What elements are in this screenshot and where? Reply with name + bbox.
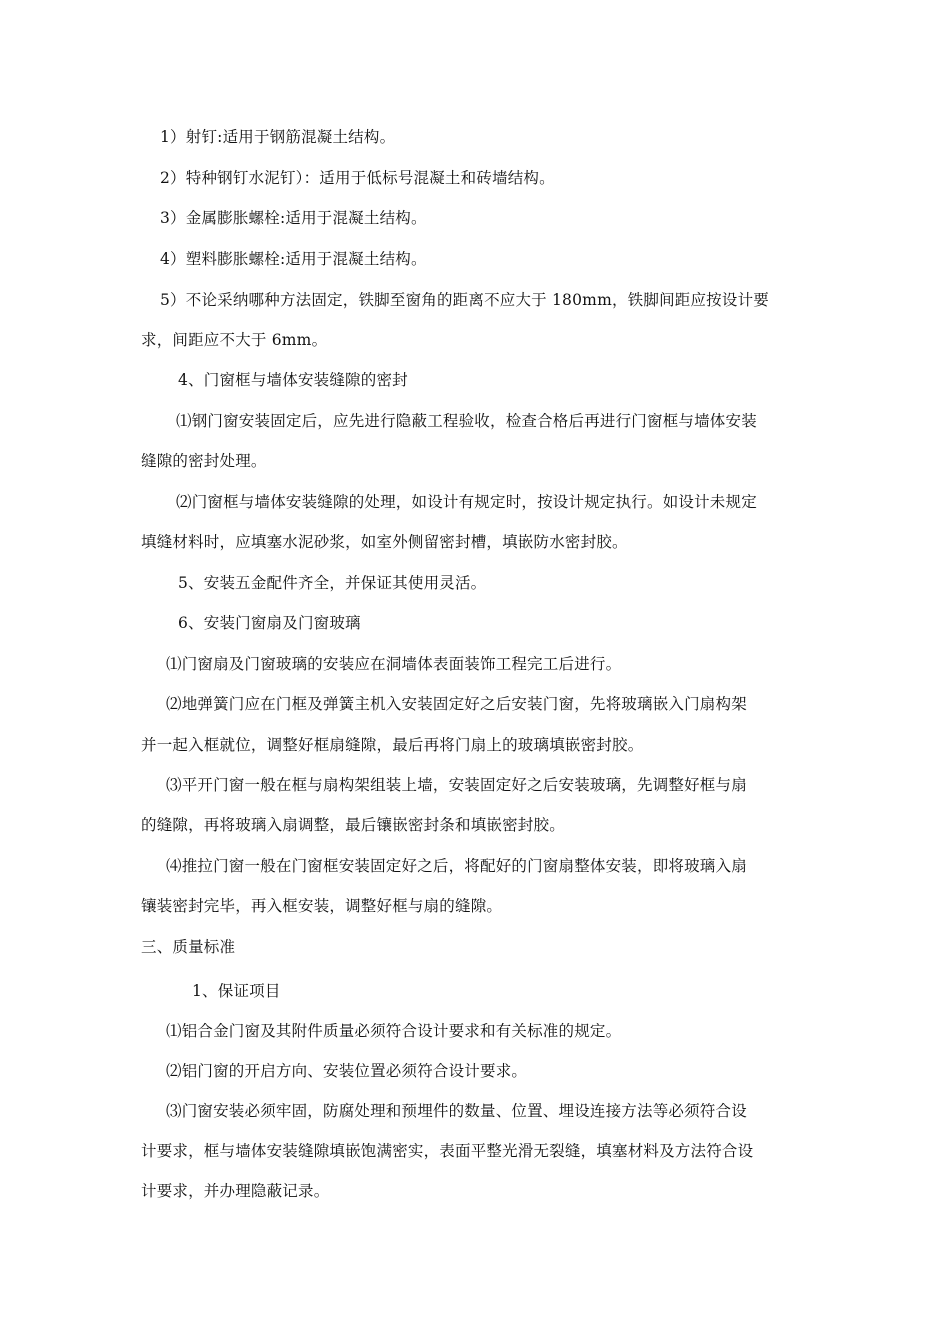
section-heading: 6、安装门窗扇及门窗玻璃 [178, 614, 361, 632]
text-line: 缝隙的密封处理。 [141, 452, 267, 470]
text-line: 2）特种钢钉水泥钉）：适用于低标号混凝土和砖墙结构。 [160, 169, 555, 187]
text-line: 4）塑料膨胀螺栓:适用于混凝土结构。 [160, 250, 427, 268]
text-line: ⑵门窗框与墙体安装缝隙的处理，如设计有规定时，按设计规定执行。如设计未规定 [176, 493, 757, 511]
text-line: ⑶门窗安装必须牢固，防腐处理和预埋件的数量、位置、埋设连接方法等必须符合设 [166, 1102, 747, 1120]
text-line: 计要求，并办理隐蔽记录。 [141, 1182, 330, 1200]
text-line: 3）金属膨胀螺栓:适用于混凝土结构。 [160, 209, 427, 227]
text-line: 并一起入框就位，调整好框扇缝隙，最后再将门扇上的玻璃填嵌密封胶。 [141, 736, 644, 754]
text-line: 5）不论采纳哪种方法固定，铁脚至窗角的距离不应大于 180mm，铁脚间距应按设计要 [160, 291, 769, 309]
text-line: 求，间距应不大于 6mm。 [141, 331, 328, 349]
text-line: 镶装密封完毕，再入框安装，调整好框与扇的缝隙。 [141, 897, 503, 915]
text-line: ⑴门窗扇及门窗玻璃的安装应在洞墙体表面装饰工程完工后进行。 [166, 655, 622, 673]
text-line: ⑶平开门窗一般在框与扇构架组装上墙，安装固定好之后安装玻璃，先调整好框与扇 [166, 776, 747, 794]
text-line: ⑷推拉门窗一般在门窗框安装固定好之后，将配好的门窗扇整体安装，即将玻璃入扇 [166, 857, 747, 875]
text-line: 的缝隙，再将玻璃入扇调整，最后镶嵌密封条和填嵌密封胶。 [141, 816, 565, 834]
text-line: 1）射钉:适用于钢筋混凝土结构。 [160, 128, 396, 146]
section-heading: 4、门窗框与墙体安装缝隙的密封 [178, 371, 408, 389]
section-heading: 1、保证项目 [192, 982, 281, 1000]
text-line: ⑴钢门窗安装固定后，应先进行隐蔽工程验收，检查合格后再进行门窗框与墙体安装 [176, 412, 757, 430]
text-line: 计要求，框与墙体安装缝隙填嵌饱满密实，表面平整光滑无裂缝，填塞材料及方法符合设 [141, 1142, 754, 1160]
text-line: 填缝材料时，应填塞水泥砂浆，如室外侧留密封槽，填嵌防水密封胶。 [141, 533, 628, 551]
text-line: ⑴铝合金门窗及其附件质量必须符合设计要求和有关标准的规定。 [166, 1022, 622, 1040]
section-heading: 5、安装五金配件齐全，并保证其使用灵活。 [178, 574, 487, 592]
text-line: ⑵铝门窗的开启方向、安装位置必须符合设计要求。 [166, 1062, 528, 1080]
chapter-heading: 三、质量标准 [141, 938, 236, 956]
text-line: ⑵地弹簧门应在门框及弹簧主机入安装固定好之后安装门窗，先将玻璃嵌入门扇构架 [166, 695, 747, 713]
